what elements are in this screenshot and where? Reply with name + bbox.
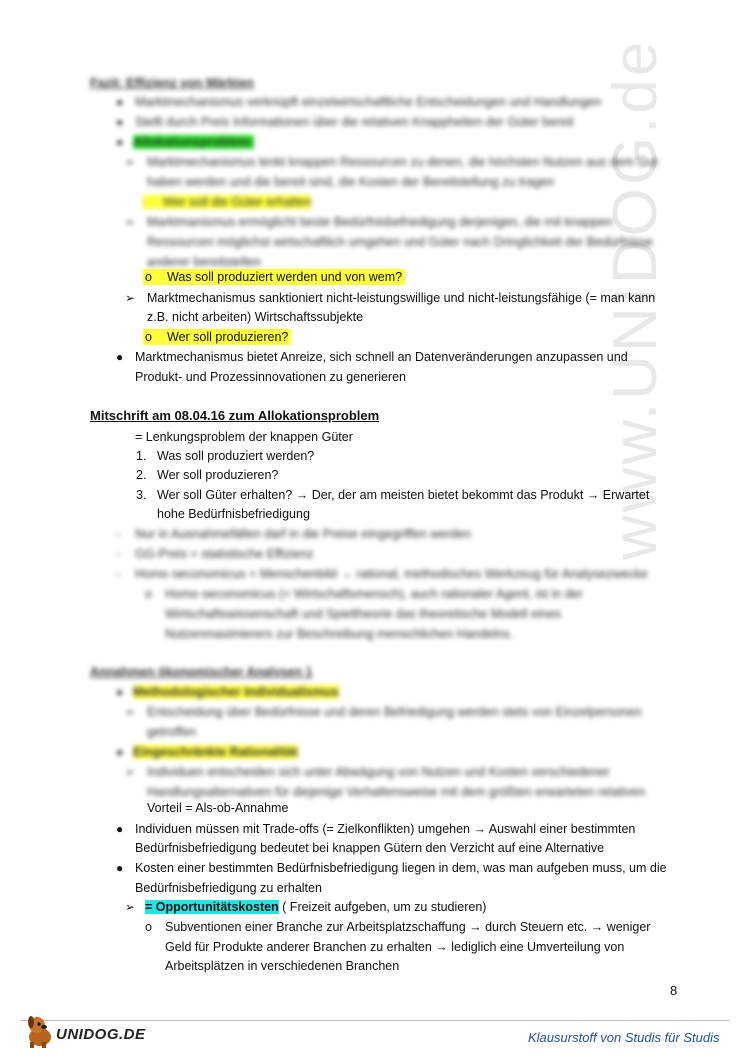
s2-item-3-line2: hohe Bedürfnisbefriedigung (157, 507, 310, 521)
bullet-icon: ● (116, 861, 124, 875)
s1-arrow-3-line1: Marktmechanismus sanktioniert nicht-leistungswillige und nicht-leistungsfähige (= man kann (147, 291, 656, 305)
s3-arrow-2-line3: Vorteil = Als-ob-Annahme (147, 801, 289, 815)
footer-divider (20, 1020, 730, 1021)
s2-dash-2: GG-Preis = statistische Effizienz (135, 547, 314, 561)
numbered-marker: 3. (136, 488, 147, 502)
s1-arrow-2-line1: Marktmanismus ermöglicht beste Bedürfnisbefriedigung derjenigen, die mit knappen (147, 215, 613, 229)
dash-icon: - (116, 527, 121, 541)
s1-bullet-1: Marktmechanismus verknüpft einzelwirtschaftliche Entscheidungen und Handlungen (135, 95, 602, 109)
bullet-icon: ● (116, 115, 124, 129)
arrow-bullet-icon: ➢ (125, 900, 136, 914)
s2-dash-1: Nur in Ausnahmefällen darf in die Preise eingegriffen werden (135, 527, 472, 541)
s3-arrow-2-line2: Handlungsalternativen für diejenige Verhaltensweise mit dem größten erwarteten relativen (147, 785, 646, 799)
arrow-bullet-icon: ➢ (125, 215, 136, 229)
s1-arrow-3-line2: z.B. nicht arbeiten) Wirtschaftssubjekte (147, 310, 364, 324)
section3-heading: Annahmen ökonomischer Analysen 1 (90, 665, 313, 679)
bullet-icon: ● (116, 685, 124, 699)
s1-arrow-1-line1: Marktmechanismus lenkt knappen Ressourcen zu denen, die höchsten Nutzen aus dem Gut (147, 155, 658, 169)
s3-sub-1-line3: Arbeitsplätzen in verschiedenen Branchen (165, 959, 400, 973)
s2-item-3-line1: Wer soll Güter erhalten? → Der, der am meisten bietet bekommt das Produkt → Erwartet (157, 488, 650, 502)
s3-sub-1-line2: Geld für Produkte anderer Branchen zu erhalten → lediglich eine Umverteilung von (165, 940, 625, 954)
numbered-marker: 1. (136, 449, 147, 463)
section2-heading: Mitschrift am 08.04.16 zum Allokationsproblem (90, 408, 380, 423)
s2-dash-3: Homo oeconomicus = Menschenbild → rational, methodisches Werkzeug für Analysezwecke (135, 567, 648, 581)
s3-bullet-1: Methodologischer Individualismus (133, 685, 339, 699)
s1-sub-2: Was soll produziert werden und von wem? (167, 270, 403, 284)
circle-bullet-icon: o (145, 587, 152, 601)
page-number: 8 (670, 983, 678, 998)
s1-sub-3: Wer soll produzieren? (167, 330, 289, 344)
s3-bullet-2: Eingeschränkte Rationalität (133, 745, 298, 759)
s1-arrow-2-line3: anderer bereitstellen (147, 255, 261, 269)
s1-bullet-4-line2: Produkt- und Prozessinnovationen zu generieren (135, 370, 407, 384)
watermark: www.UNIDOG.de (601, 38, 670, 560)
arrow-bullet-icon: ➢ (125, 155, 136, 169)
s2-sub-1-line1: Homo oeconomicus (= Wirtschaftsmensch), auch rationaler Agent, ist in der (165, 587, 583, 601)
s1-arrow-2-line2: Ressourcen möglichst wirtschaftlich umgehen und Güter nach Dringlichkeit der Bedürfnisse (147, 235, 653, 249)
arrow-bullet-icon: ➢ (125, 291, 136, 305)
s1-bullet-3-highlight: Allokationsproblem: (133, 135, 254, 149)
circle-bullet-icon: o (145, 330, 152, 344)
s3-bullet-3-line1: Individuen müssen mit Trade-offs (= Zielkonflikten) umgehen → Auswahl einer bestimmten (135, 822, 636, 836)
s3-bullet-4-line2: Bedürfnisbefriedigung zu erhalten (135, 881, 322, 895)
circle-bullet-icon: o (145, 270, 152, 284)
s2-sub-1-line2: Wirtschaftswissenschaft und Spieltheorie das theoretische Modell eines (165, 607, 562, 621)
bullet-icon: ● (116, 350, 124, 364)
section1-heading: Fazit: Effizienz von Märkten (90, 76, 254, 90)
s1-arrow-1-line2: haben werden und die bereit sind, die Kosten der Bereitstellung zu tragen (147, 175, 555, 189)
s2-sub-1-line3: Nutzenmaximierers zur Beschreibung menschlichen Handelns. (165, 627, 514, 641)
s3-bullet-3-line2: Bedürfnisbefriedigung bedeutet bei knappen Gütern den Verzicht auf eine Alternative (135, 841, 605, 855)
s1-bullet-4-line1: Marktmechanismus bietet Anreize, sich schnell an Datenveränderungen anzupassen und (135, 350, 628, 364)
s2-intro: = Lenkungsproblem der knappen Güter (135, 430, 353, 444)
s3-opportunity-costs-rest: ( Freizeit aufgeben, um zu studieren) (278, 900, 487, 914)
s3-bullet-4-line1: Kosten einer bestimmten Bedürfnisbefriedigung liegen in dem, was man aufgeben muss, um die (135, 861, 667, 875)
s3-arrow-1-line1: Entscheidung über Bedürfnisse und deren Befriedigung werden stets von Einzelpersonen (147, 705, 642, 719)
bullet-icon: ● (116, 135, 124, 149)
footer-logo-text: UNIDOG.DE (56, 1026, 146, 1043)
footer-tagline: Klausurstoff von Studis für Studis (528, 1030, 720, 1045)
bullet-icon: ● (116, 95, 124, 109)
arrow-bullet-icon: ➢ (125, 765, 136, 779)
s3-sub-1-line1: Subventionen einer Branche zur Arbeitsplatzschaffung → durch Steuern etc. → weniger (165, 920, 651, 934)
numbered-marker: 2. (136, 468, 147, 482)
dash-icon: - (116, 567, 121, 581)
s2-item-2: Wer soll produzieren? (157, 468, 279, 482)
bullet-icon: ● (116, 822, 124, 836)
circle-bullet-icon: o (145, 920, 152, 934)
s2-item-1: Was soll produziert werden? (157, 449, 315, 463)
s3-arrow-1-line2: getroffen (147, 725, 197, 739)
s1-sub-1: Wer soll die Güter erhalten (143, 195, 311, 209)
arrow-bullet-icon: ➢ (125, 705, 136, 719)
s1-bullet-2: Stellt durch Preis Informationen über die relativen Knappheiten der Güter bereit (135, 115, 574, 129)
s3-arrow-2-line1: Individuen entscheiden sich unter Abwägung von Nutzen und Kosten verschiedener (147, 765, 610, 779)
bullet-icon: ● (116, 745, 124, 759)
unidog-dog-logo-icon (24, 1013, 58, 1054)
dash-icon: - (116, 547, 121, 561)
s3-opportunity-costs-highlight: = Opportunitätskosten (145, 900, 279, 914)
